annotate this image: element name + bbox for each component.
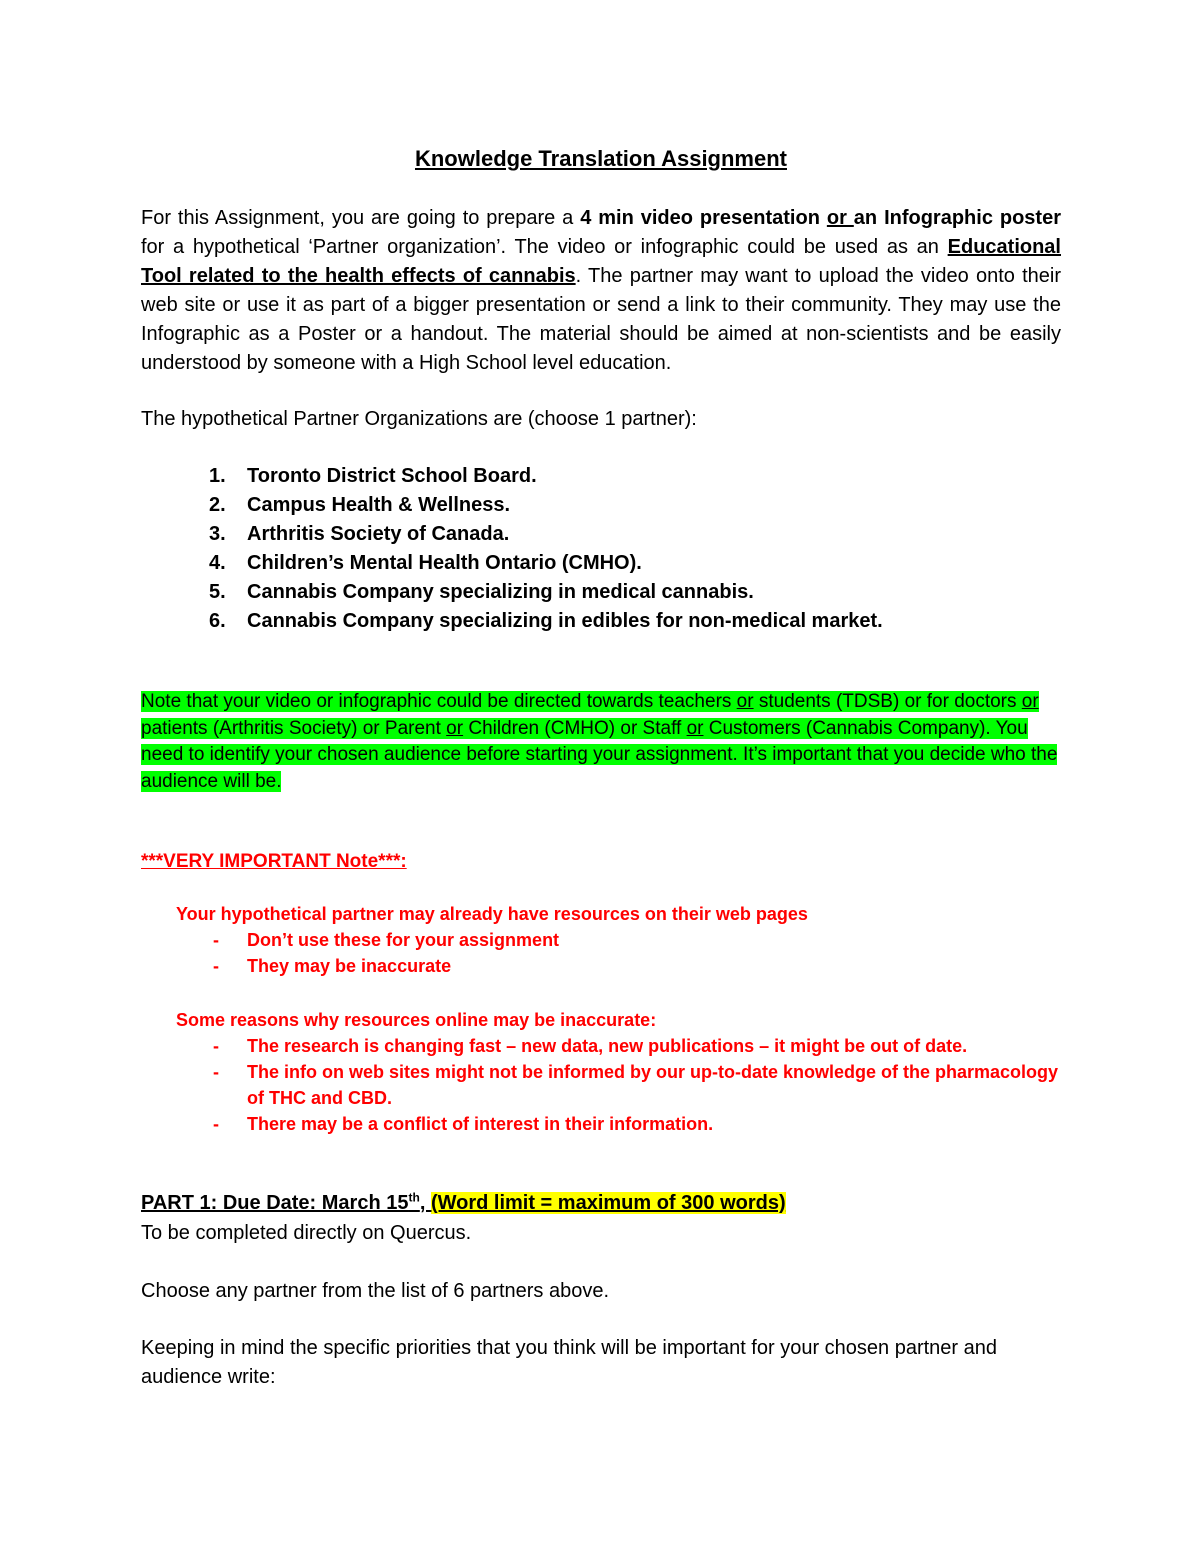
dash-bullet: - [213,1062,219,1082]
partner-label: Children’s Mental Health Ontario (CMHO). [247,552,642,574]
list-number: 4. [209,552,226,574]
partner-label: Campus Health & Wellness. [247,494,511,516]
note-text: Children (CMHO) or Staff [463,717,687,739]
list-number: 2. [209,494,226,516]
note-text: Customers (Cannabis Company). You need to identify your chosen audience before starting your assignment. It’s important that you decide who the audience will be. [141,717,1058,792]
or-underlined: or [736,691,754,712]
list-item [176,953,1061,979]
list-item [141,462,1061,491]
dash-bullet: - [213,956,219,976]
warning-heading: Your hypothetical partner may already have resources on their web pages [176,904,808,924]
list-item [141,578,1061,607]
video-presentation-text: 4 min video presentation [580,207,827,229]
list-item [141,549,1061,578]
intro-text-1: For this Assignment, you are going to prepare a [141,207,581,229]
part1-superscript: th [408,1190,420,1205]
dash-bullet: - [213,930,219,950]
note-text: patients (Arthritis Society) or Parent [141,717,447,739]
note-text: Note that your video or infographic could be directed towards teachers [141,691,737,712]
an-text: an [853,207,885,229]
part1-heading [141,1188,786,1218]
or-underlined: or [686,717,704,739]
reasons-heading: Some reasons why resources online may be inaccurate: [176,1010,657,1030]
list-item [176,1111,1061,1137]
reasons-list [176,1033,1061,1137]
intro-text-2: for a hypothetical ‘Partner organization’. The video or infographic could be used as an [141,236,948,258]
infographic-poster-text: Infographic poster [884,207,1061,229]
list-item [141,491,1061,520]
warning-item-text: Don’t use these for your assignment [247,930,560,950]
reason-item-text: There may be a conflict of interest in their information. [247,1114,714,1134]
partner-label: Cannabis Company specializing in edibles for non-medical market. [247,610,883,632]
dash-bullet: - [213,1036,219,1056]
educational-tool-text: Educational Tool related to the health effects of cannabis [141,236,1061,287]
intro-text-3: . The partner may want to upload the video onto their web site or use it as part of a bigger presentation or send a link to their community. They may use the Infographic as a Poster or a handout. The material should be aimed at non-scientists and be easily understood by someone with a High School level education. [141,265,1061,374]
reason-item-text: The info on web sites might not be informed by our up-to-date knowledge of the pharmacology of THC and CBD. [247,1062,1059,1108]
very-important-heading: ***VERY IMPORTANT Note***: [141,851,407,872]
part1-label: PART 1: Due Date: March 15 [141,1192,409,1214]
list-item [176,927,1061,953]
word-limit: (Word limit = maximum of 300 words) [430,1192,786,1214]
warning-list [176,927,1061,979]
list-item [176,1033,1061,1059]
or-underlined: or [446,717,464,739]
quercus-instruction: To be completed directly on Quercus. [141,1222,472,1244]
part1-comma: , [419,1192,431,1214]
audience-note-highlight [141,691,1057,792]
warning-item-text: They may be inaccurate [247,956,452,976]
or-underlined: or [1021,691,1039,712]
list-item [176,1059,1061,1111]
choose-partner-instruction: Choose any partner from the list of 6 partners above. [141,1280,610,1302]
priorities-instruction: Keeping in mind the specific priorities that you think will be important for your chosen partner and audience write: [141,1337,998,1388]
part1-due-date [141,1192,431,1214]
reason-item-text: The research is changing fast – new data, new publications – it might be out of date. [247,1036,968,1056]
document-page [141,0,1061,1553]
document-title: Knowledge Translation Assignment [414,146,787,171]
dash-bullet: - [213,1114,219,1134]
intro-paragraph [141,204,1061,378]
partner-label: Cannabis Company specializing in medical cannabis. [247,581,754,603]
audience-note [141,689,1061,795]
list-number: 5. [209,581,226,603]
partner-label: Arthritis Society of Canada. [247,523,510,545]
partners-intro: The hypothetical Partner Organizations are (choose 1 partner): [141,408,697,430]
partner-label: Toronto District School Board. [247,465,537,487]
partner-list [141,462,1061,636]
list-item [141,607,1061,636]
list-number: 1. [209,465,226,487]
or-text: or [826,207,854,229]
partner-resources-warning [176,901,1061,979]
list-item [141,520,1061,549]
inaccuracy-reasons [176,1007,1061,1137]
list-number: 3. [209,523,226,545]
list-number: 6. [209,610,226,632]
note-text: students (TDSB) or for doctors [753,691,1022,712]
